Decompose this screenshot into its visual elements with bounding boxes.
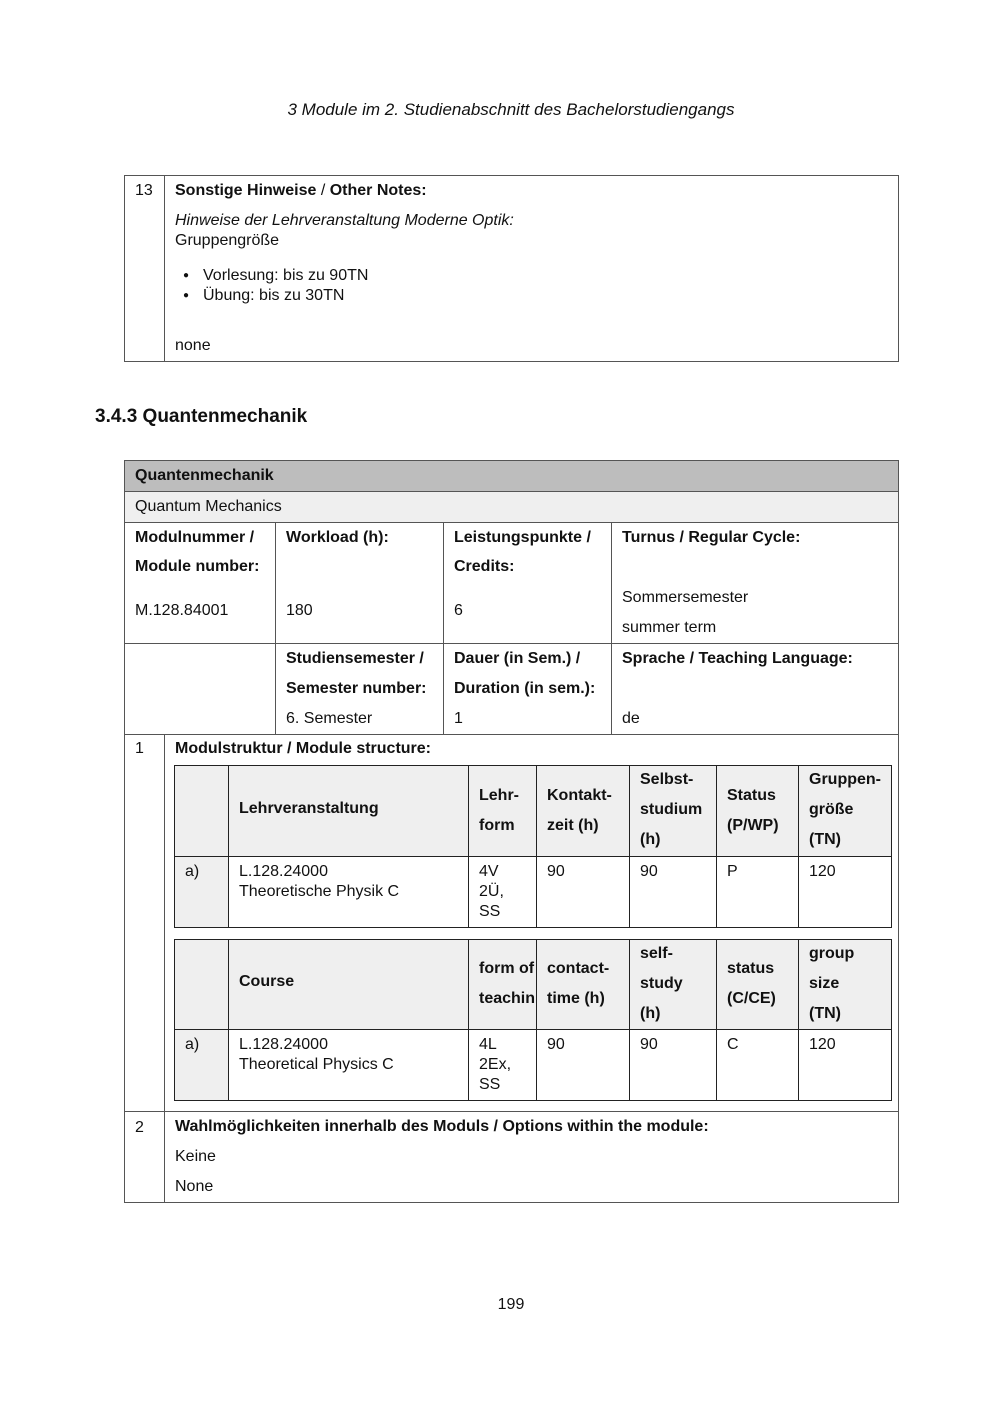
options-value-en: None	[175, 1178, 214, 1195]
options-label-sep: /	[489, 1118, 503, 1135]
th-gruppengroesse-2: größe	[809, 801, 854, 818]
th-status-2: (P/WP)	[727, 817, 779, 834]
turnus-label	[622, 523, 800, 553]
structure-label	[175, 739, 431, 759]
row-code: L.128.24000	[239, 863, 328, 880]
notes-title	[175, 181, 427, 201]
workload-label: Workload (h):	[286, 529, 389, 546]
th-contact-time-2: time (h)	[547, 990, 605, 1007]
workload-value: 180	[286, 602, 313, 619]
running-header: 3 Module im 2. Studienabschnitt des Bachelorstudiengangs	[287, 100, 735, 119]
credits-label-en: Credits:	[454, 558, 515, 575]
turnus-label-en: / Regular Cycle:	[675, 529, 801, 546]
row-contact: 90	[547, 863, 565, 880]
structure-label-de: Modulstruktur	[175, 740, 283, 757]
structure-label-sep: /	[282, 740, 296, 757]
credits-label: Leistungspunkte /	[454, 529, 591, 546]
options-label	[175, 1117, 709, 1137]
th-group-size-2: size	[809, 975, 840, 992]
row-contact: 90	[547, 1036, 565, 1053]
notes-title-en: Other Notes:	[329, 182, 427, 199]
row-letter: a)	[185, 1036, 200, 1053]
sprache-label	[622, 644, 853, 674]
th-self-study-3: (h)	[640, 1005, 661, 1022]
th-lehrform-2: form	[479, 817, 515, 834]
row-group: 120	[809, 1036, 836, 1053]
dauer-value: 1	[454, 710, 463, 727]
th-lehrform: Lehr-	[479, 787, 519, 804]
row-self: 90	[640, 863, 658, 880]
turnus-label-de: Turnus	[622, 529, 676, 546]
notes-number: 13	[135, 182, 153, 199]
notes-bullet-list	[175, 266, 368, 306]
notes-title-sep: /	[316, 182, 330, 199]
row-form-1: 4L	[479, 1036, 497, 1053]
module-title-en: Quantum Mechanics	[135, 498, 282, 515]
th-status: Status	[727, 787, 776, 804]
module-title-de: Quantenmechanik	[135, 467, 274, 484]
sprache-label-de: Sprache	[622, 650, 686, 667]
list-item: ● Übung: bis zu 30TN	[175, 286, 368, 306]
row-form-2: 2Ex,	[479, 1056, 512, 1073]
th-status-en: status	[727, 960, 775, 977]
th-course: Course	[239, 973, 295, 990]
row-form-3: SS	[479, 903, 501, 920]
semester-label-en: Semester number:	[286, 680, 427, 697]
structure-number: 1	[135, 740, 144, 757]
row-code: L.128.24000	[239, 1036, 328, 1053]
th-group-size-3: (TN)	[809, 1005, 841, 1022]
row-group: 120	[809, 863, 836, 880]
row-form-3: SS	[479, 1076, 501, 1093]
notes-italic-line: Hinweise der Lehrveranstaltung Moderne Optik:	[175, 212, 514, 229]
notes-group-label: Gruppengröße	[175, 232, 280, 249]
notes-closing: none	[175, 337, 211, 354]
th-self-study-2: study	[640, 975, 683, 992]
row-status: P	[727, 863, 738, 880]
dauer-label-en: Duration (in sem.):	[454, 680, 596, 697]
structure-label-en: Module structure:	[295, 740, 432, 757]
th-gruppengroesse: Gruppen-	[809, 771, 881, 788]
modulnummer-value: M.128.84001	[135, 602, 229, 619]
th-lehrveranstaltung: Lehrveranstaltung	[239, 800, 379, 817]
options-label-en: Options within the module:	[502, 1118, 709, 1135]
sprache-label-en: / Teaching Language:	[685, 650, 853, 667]
notes-divider	[164, 175, 165, 362]
sprache-value: de	[622, 710, 640, 727]
th-kontaktzeit: Kontakt-	[547, 787, 612, 804]
row-status: C	[727, 1036, 739, 1053]
th-form-of-teaching-2: teachin	[479, 990, 536, 1007]
section-heading: 3.4.3 Quantenmechanik	[95, 406, 308, 427]
dauer-label: Dauer (in Sem.) /	[454, 650, 581, 667]
modulnummer-label: Modulnummer /	[135, 529, 255, 546]
th-form-of-teaching: form of	[479, 960, 535, 977]
semester-value: 6. Semester	[286, 710, 373, 727]
th-selbststudium-2: studium	[640, 801, 703, 818]
turnus-value-en: summer term	[622, 619, 717, 636]
notes-title-de: Sonstige Hinweise	[175, 182, 317, 199]
modulnummer-label-en: Module number:	[135, 558, 260, 575]
credits-value: 6	[454, 602, 463, 619]
row-form-1: 4V	[479, 863, 499, 880]
options-number: 2	[135, 1119, 144, 1136]
th-selbststudium: Selbst-	[640, 771, 694, 788]
page-number: 199	[497, 1296, 525, 1313]
options-value-de: Keine	[175, 1148, 216, 1165]
th-contact-time: contact-	[547, 960, 610, 977]
options-label-de: Wahlmöglichkeiten innerhalb des Moduls	[175, 1118, 490, 1135]
th-kontaktzeit-2: zeit (h)	[547, 817, 599, 834]
row-name: Theoretische Physik C	[239, 883, 400, 900]
th-self-study: self-	[640, 945, 673, 962]
semester-label: Studiensemester /	[286, 650, 424, 667]
list-item: ● Vorlesung: bis zu 90TN	[175, 266, 368, 286]
row-self: 90	[640, 1036, 658, 1053]
th-gruppengroesse-3: (TN)	[809, 831, 841, 848]
row-letter: a)	[185, 863, 200, 880]
th-status-en-2: (C/CE)	[727, 990, 776, 1007]
turnus-value-de: Sommersemester	[622, 589, 749, 606]
row-name: Theoretical Physics C	[239, 1056, 394, 1073]
th-selbststudium-3: (h)	[640, 831, 661, 848]
th-group-size: group	[809, 945, 855, 962]
row-form-2: 2Ü,	[479, 883, 504, 900]
